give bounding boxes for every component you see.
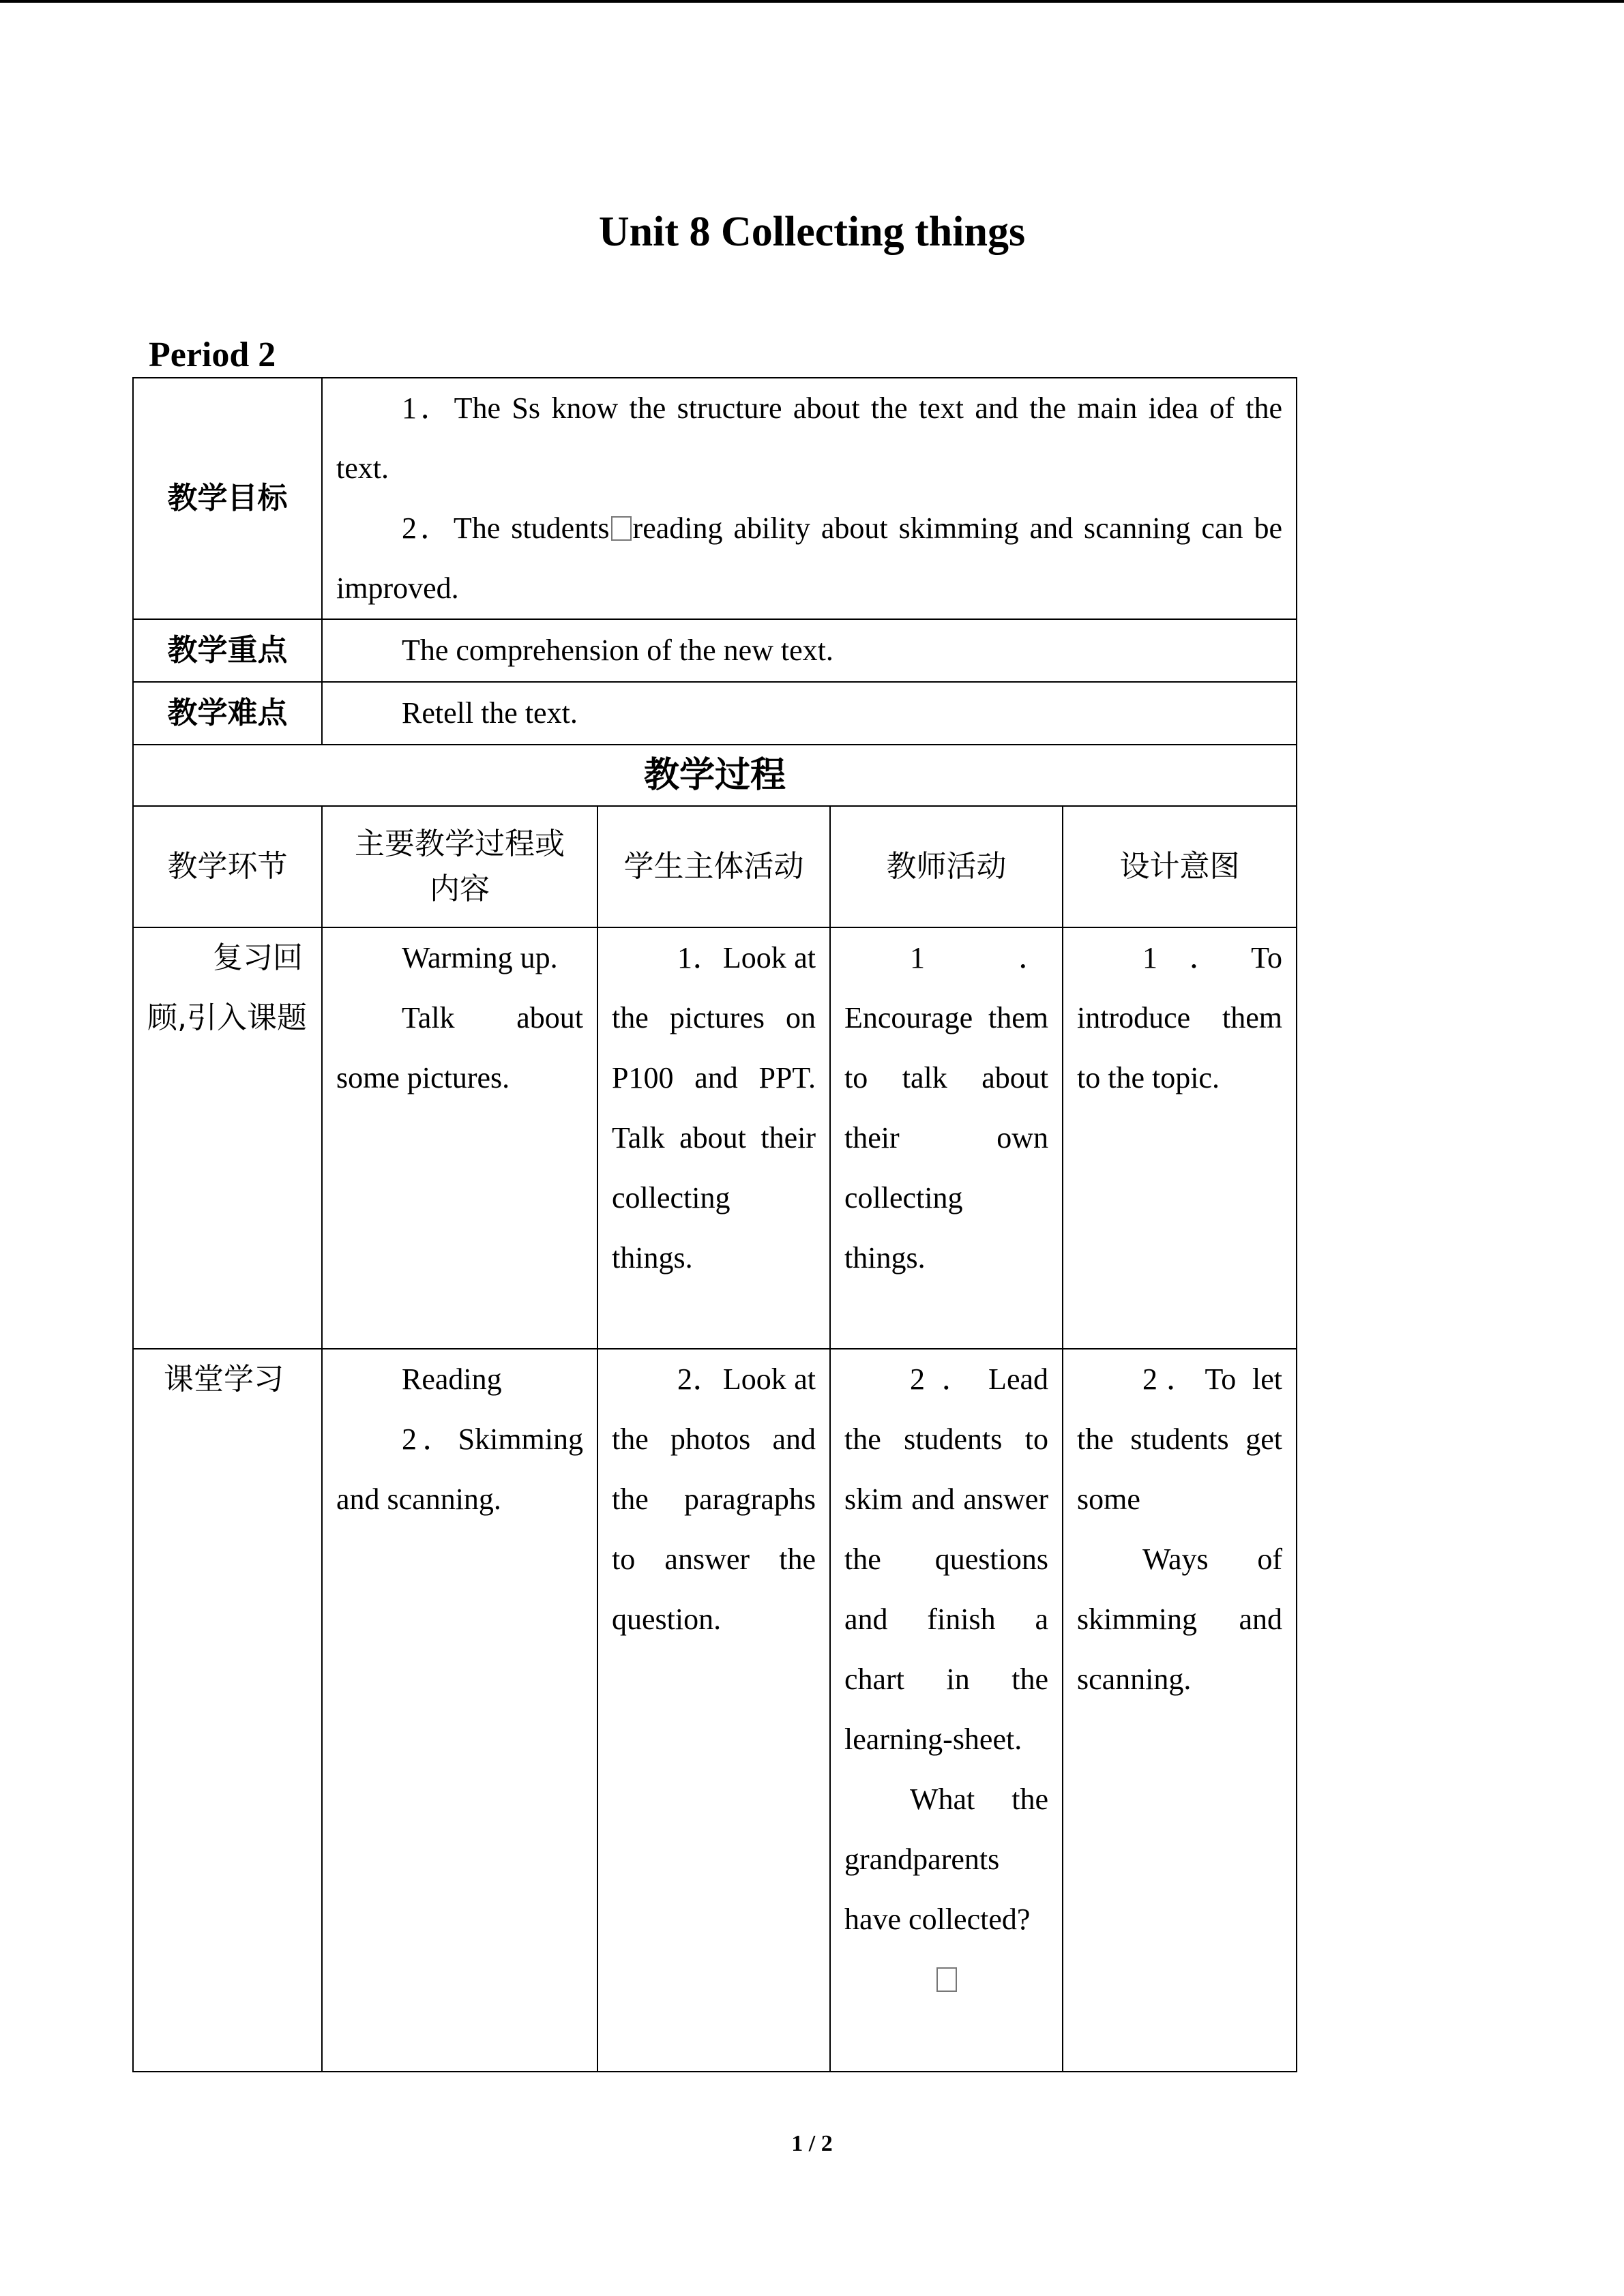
stage-cell: 课堂学习 (133, 1349, 322, 2072)
key-points-row (133, 619, 1297, 682)
objectives-row (133, 378, 1297, 619)
key-points-content: The comprehension of the new text. (322, 619, 1297, 682)
document-title: Unit 8 Collecting things (598, 209, 1026, 255)
column-header: 教学环节 (133, 806, 322, 927)
objectives-content (322, 378, 1297, 619)
column-header: 主要教学过程或内容 (322, 806, 597, 927)
objectives-label: 教学目标 (133, 378, 322, 619)
content-cell: Warming up. Talk about some pictures. (322, 927, 597, 1349)
column-header: 学生主体活动 (597, 806, 830, 927)
objective-item: 2．The students reading ability about skimming and scanning can be improved. (336, 511, 1282, 605)
teacher-activity-cell: 2．Lead the students to skim and answer the questions and finish a chart in the learning-sheet. What the grandparents have collected? (830, 1349, 1063, 2072)
teacher-activity-cell: 1．Encourage them to talk about their own collecting things. (830, 927, 1063, 1349)
student-activity-cell: 2．Look at the photos and the paragraphs to answer the question. (597, 1349, 830, 2072)
column-header: 设计意图 (1063, 806, 1297, 927)
purpose-cell: 2．To let the students get some Ways of skimming and scanning. (1063, 1349, 1297, 2072)
process-row (133, 927, 1297, 1349)
student-activity-cell: 1．Look at the pictures on P100 and PPT. Talk about their collecting things. (597, 927, 830, 1349)
column-header: 教师活动 (830, 806, 1063, 927)
page-number: 1 / 2 (791, 2131, 833, 2156)
key-points-label: 教学重点 (133, 619, 322, 682)
period-heading: Period 2 (149, 336, 276, 374)
missing-glyph-box (611, 516, 632, 541)
lesson-plan-table (132, 377, 1297, 2072)
difficulties-label: 教学难点 (133, 682, 322, 745)
process-title-row (133, 745, 1297, 806)
stage-cell: 复习回顾,引入课题 (133, 927, 322, 1349)
objective-item: 1．The Ss know the structure about the text and the main idea of the text. (336, 391, 1282, 485)
missing-glyph-box (936, 1967, 957, 1992)
column-header-row (133, 806, 1297, 927)
top-border (0, 0, 1624, 3)
process-row (133, 1349, 1297, 2072)
difficulties-content: Retell the text. (322, 682, 1297, 745)
difficulties-row (133, 682, 1297, 745)
process-title: 教学过程 (133, 745, 1297, 806)
content-cell: Reading 2．Skimming and scanning. (322, 1349, 597, 2072)
purpose-cell: 1．To introduce them to the topic. (1063, 927, 1297, 1349)
